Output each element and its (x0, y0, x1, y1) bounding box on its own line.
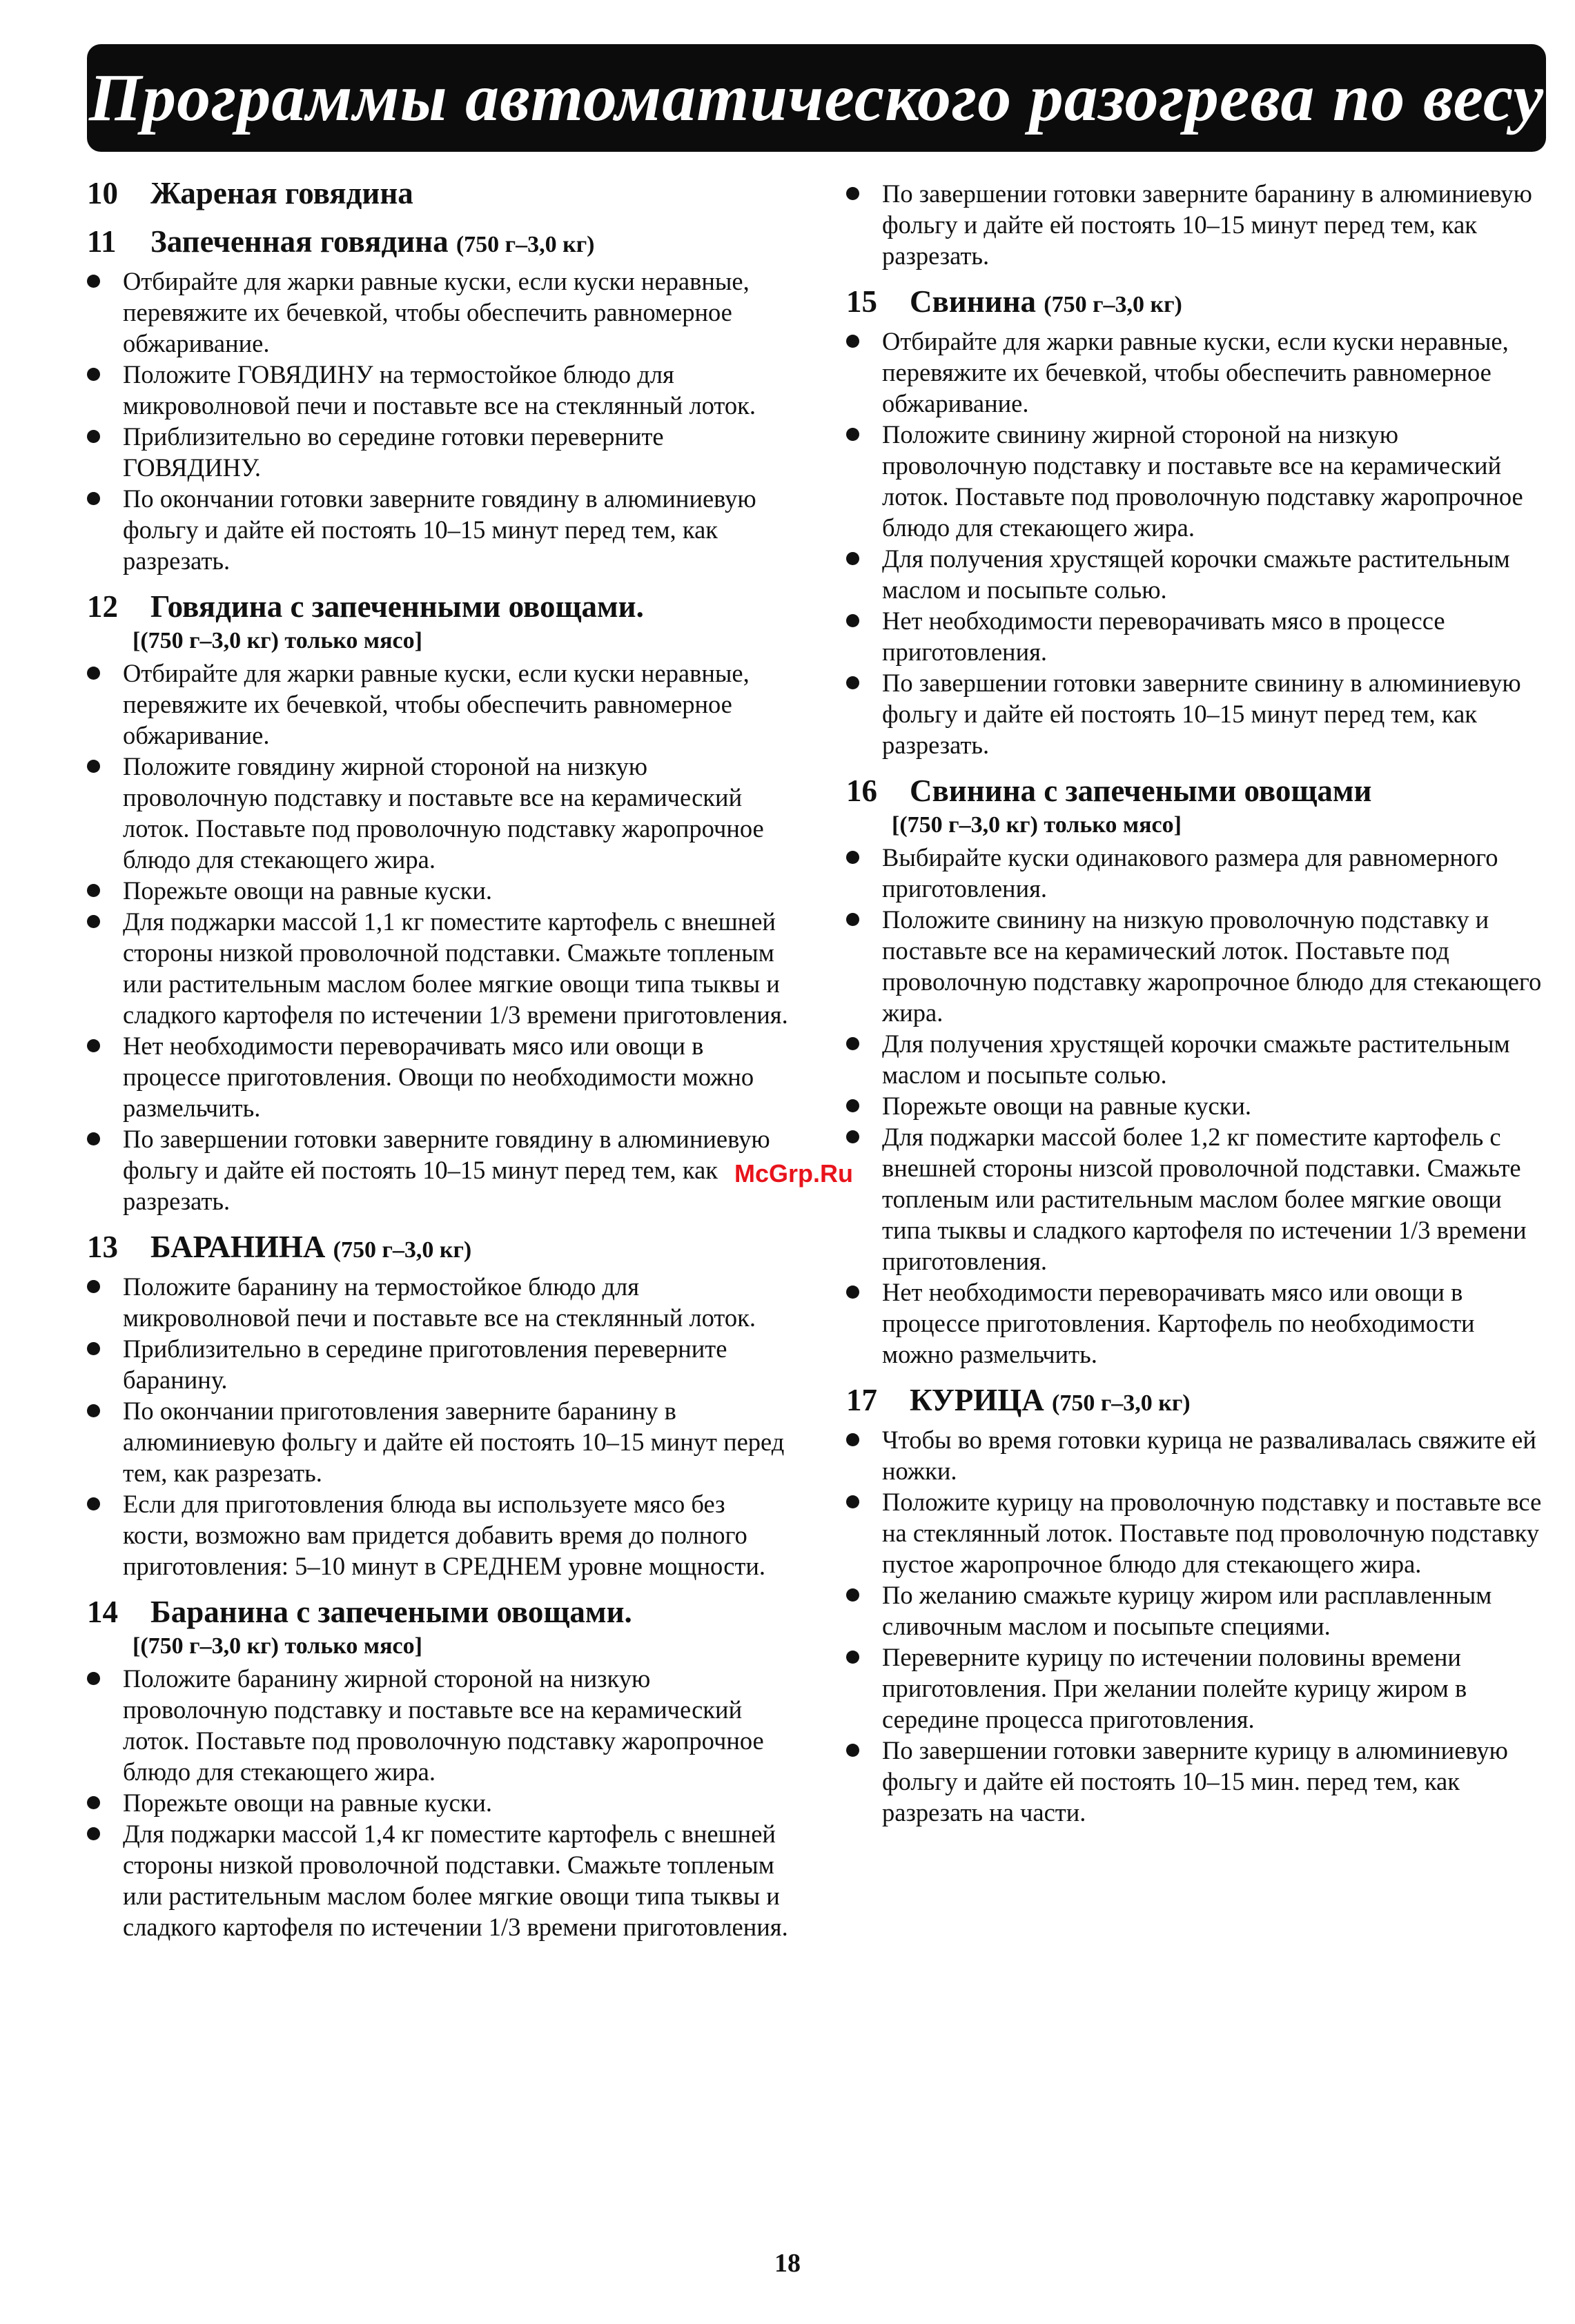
instruction-item (846, 1028, 1547, 1090)
instruction-item (846, 1277, 1547, 1370)
bullet-icon (87, 1039, 100, 1052)
instruction-text: Нет необходимости переворачивать мясо или овощи в процессе приготовления. Овощи по необходимости можно размельчить. (123, 1032, 754, 1122)
instruction-item (87, 1663, 788, 1787)
bullet-icon (846, 1130, 859, 1143)
instruction-text: Порежьте овощи на равные куски. (882, 1092, 1252, 1120)
section-title: Свинина (910, 284, 1037, 319)
section-15 (846, 284, 1547, 760)
instruction-text: По окончании приготовления заверните баранину в алюминиевую фольгу и дайте ей постоять 10–15 минут перед тем, как разрезать. (123, 1397, 785, 1487)
bullet-icon (87, 1827, 100, 1840)
instruction-item (846, 1642, 1547, 1735)
bullet-icon (87, 667, 100, 680)
instruction-text: Положите баранину на термостойкое блюдо для микроволновой печи и поставьте все на стеклянный лоток. (123, 1272, 756, 1332)
bullet-icon (846, 1651, 859, 1664)
instruction-item (87, 266, 788, 359)
instruction-item (846, 1121, 1547, 1277)
instruction-text: Для получения хрустящей корочки смажьте растительным маслом и посыпьте солью. (882, 1030, 1510, 1089)
section-heading (846, 1382, 1547, 1421)
instruction-item (87, 1818, 788, 1942)
section-number: 11 (87, 224, 117, 259)
section-number: 17 (846, 1383, 877, 1417)
instruction-item (846, 178, 1547, 271)
bullet-icon (846, 335, 859, 348)
section-title: Говядина с запеченными овощами. (150, 589, 644, 624)
instruction-item (87, 1271, 788, 1333)
section-17 (846, 1382, 1547, 1828)
instruction-item (87, 1488, 788, 1582)
bullet-icon (846, 187, 859, 200)
bullet-icon (87, 275, 100, 288)
instruction-text: Порежьте овощи на равные куски. (123, 1789, 493, 1817)
section-12 (87, 589, 788, 1217)
instruction-list (846, 178, 1547, 271)
section-weight-range: (750 г–3,0 кг) (333, 1237, 472, 1263)
section-note: [(750 г–3,0 кг) только мясо] (133, 628, 422, 653)
section-title: Свинина с запечеными овощами (910, 774, 1372, 808)
instruction-item (846, 543, 1547, 605)
instruction-item (846, 1735, 1547, 1828)
section-heading (846, 284, 1547, 323)
instruction-text: Для поджарки массой 1,4 кг поместите картофель с внешней стороны низкой проволочной подставки. Смажьте топленым или растительным маслом более мягкие овощи типа тыквы и сладкого картофеля по истечении 1/3 времени приготовления. (123, 1820, 788, 1941)
section-weight-range: (750 г–3,0 кг) (456, 232, 595, 257)
section-title: Жареная говядина (150, 176, 413, 210)
bullet-icon (87, 1342, 100, 1355)
bullet-icon (846, 851, 859, 864)
instruction-text: Порежьте овощи на равные куски. (123, 876, 493, 905)
instruction-text: Отбирайте для жарки равные куски, если куски неравные, перевяжите их бечевкой, чтобы обеспечить равномерное обжаривание. (123, 659, 750, 749)
section-heading (87, 175, 788, 211)
bullet-icon (87, 884, 100, 897)
section-title: Баранина с запечеными овощами. (150, 1595, 632, 1629)
instruction-text: Нет необходимости переворачивать мясо в процессе приготовления. (882, 607, 1445, 666)
section-note: [(750 г–3,0 кг) только мясо] (133, 1633, 422, 1659)
instruction-list (87, 1663, 788, 1942)
instruction-list (846, 326, 1547, 760)
instruction-item (846, 1486, 1547, 1579)
instruction-item (87, 483, 788, 576)
section-heading (846, 773, 1547, 809)
instruction-item (87, 1395, 788, 1488)
instruction-item (846, 605, 1547, 667)
instruction-text: Приблизительно в середине приготовления переверните баранину. (123, 1335, 727, 1394)
instruction-item (846, 1424, 1547, 1486)
section-title: КУРИЦА (910, 1383, 1044, 1417)
section-14-continued (846, 178, 1547, 271)
instruction-text: Чтобы во время готовки курица не разваливалась свяжите ей ножки. (882, 1426, 1536, 1485)
section-weight-range: (750 г–3,0 кг) (1052, 1390, 1191, 1416)
instruction-item (846, 904, 1547, 1028)
left-column (87, 175, 788, 1955)
instruction-text: Для поджарки массой более 1,2 кг поместите картофель с внешней стороны низсой проволочной подставки. Смажьте топленым или растительным маслом более мягкие овощи типа тыквы и сладкого картофеля по истечении 1/3 времени приготовления. (882, 1123, 1527, 1275)
bullet-icon (87, 1796, 100, 1809)
title-banner (87, 44, 1546, 152)
section-title: Запеченная говядина (150, 224, 449, 259)
section-number: 15 (846, 284, 877, 319)
bullet-icon (87, 1497, 100, 1510)
instruction-text: По завершении готовки заверните курицу в алюминиевую фольгу и дайте ей постоять 10–15 мин. перед тем, как разрезать на части. (882, 1736, 1508, 1826)
instruction-item (846, 419, 1547, 543)
section-16 (846, 773, 1547, 1370)
bullet-icon (87, 915, 100, 928)
bullet-icon (846, 1099, 859, 1112)
instruction-item (87, 751, 788, 875)
bullet-icon (87, 1672, 100, 1685)
instruction-list (87, 658, 788, 1217)
instruction-text: Выбирайте куски одинакового размера для равномерного приготовления. (882, 843, 1498, 903)
bullet-icon (846, 1744, 859, 1757)
bullet-icon (87, 760, 100, 773)
section-14 (87, 1594, 788, 1942)
bullet-icon (87, 492, 100, 505)
section-number: 13 (87, 1230, 118, 1264)
bullet-icon (846, 428, 859, 441)
instruction-list (87, 266, 788, 576)
instruction-item (846, 842, 1547, 904)
instruction-list (87, 1271, 788, 1582)
section-10 (87, 175, 788, 211)
instruction-text: Нет необходимости переворачивать мясо или овощи в процессе приготовления. Картофель по необходимости можно размельчить. (882, 1278, 1475, 1368)
instruction-item (87, 421, 788, 483)
instruction-text: Отбирайте для жарки равные куски, если куски неравные, перевяжите их бечевкой, чтобы обеспечить равномерное обжаривание. (882, 327, 1509, 417)
bullet-icon (846, 676, 859, 689)
bullet-icon (846, 1037, 859, 1050)
instruction-text: По окончании готовки заверните говядину в алюминиевую фольгу и дайте ей постоять 10–15 минут перед тем, как разрезать. (123, 484, 756, 575)
bullet-icon (87, 1132, 100, 1145)
instruction-text: Положите свинину жирной стороной на низкую проволочную подставку и поставьте все на керамический лоток. Поставьте под проволочную подставку жаропрочное блюдо для стекающего жира. (882, 420, 1523, 542)
bullet-icon (87, 368, 100, 381)
instruction-text: По завершении готовки заверните говядину в алюминиевую фольгу и дайте ей постоять 10–15 минут перед тем, как разрезать. (123, 1125, 770, 1215)
bullet-icon (846, 1433, 859, 1446)
instruction-text: Отбирайте для жарки равные куски, если куски неравные, перевяжите их бечевкой, чтобы обеспечить равномерное обжаривание. (123, 267, 750, 357)
section-note: [(750 г–3,0 кг) только мясо] (892, 812, 1182, 838)
section-number: 14 (87, 1595, 118, 1629)
instruction-text: Приблизительно во середине готовки переверните ГОВЯДИНУ. (123, 422, 664, 482)
instruction-text: По желанию смажьте курицу жиром или расплавленным сливочным маслом и посыпьте специями. (882, 1581, 1492, 1640)
instruction-text: Переверните курицу по истечении половины времени приготовления. При желании полейте курицу жиром в середине процесса приготовления. (882, 1643, 1467, 1733)
section-heading (87, 1594, 788, 1630)
instruction-item (846, 1090, 1547, 1121)
instruction-text: Положите ГОВЯДИНУ на термостойкое блюдо для микроволновой печи и поставьте все на стеклянный лоток. (123, 360, 756, 420)
instruction-text: Положите говядину жирной стороной на низкую проволочную подставку и поставьте все на керамический лоток. Поставьте под проволочную подставку жаропрочное блюдо для стекающего жира. (123, 752, 764, 874)
instruction-text: Положите баранину жирной стороной на низкую проволочную подставку и поставьте все на керамический лоток. Поставьте под проволочную подставку жаропрочное блюдо для стекающего жира. (123, 1664, 764, 1786)
right-column (846, 178, 1547, 1840)
instruction-text: Если для приготовления блюда вы используете мясо без кости, возможно вам придется добавить время до полного приготовления: 5–10 минут в СРЕДНЕМ уровне мощности. (123, 1490, 765, 1580)
bullet-icon (87, 1404, 100, 1417)
section-heading (87, 589, 788, 624)
section-heading (87, 224, 788, 263)
watermark-text: McGrp.Ru (734, 1159, 854, 1188)
instruction-text: По завершении готовки заверните свинину в алюминиевую фольгу и дайте ей постоять 10–15 минут перед тем, как разрезать. (882, 669, 1521, 759)
bullet-icon (846, 1588, 859, 1602)
section-11 (87, 224, 788, 576)
section-number: 12 (87, 589, 118, 624)
section-13 (87, 1229, 788, 1582)
section-number: 10 (87, 176, 118, 210)
instruction-item (87, 1030, 788, 1123)
instruction-item (87, 658, 788, 751)
page-title: Программы автоматического разогрева по весу (88, 61, 1545, 135)
bullet-icon (846, 1286, 859, 1299)
instruction-item (87, 906, 788, 1030)
instruction-item (87, 359, 788, 421)
section-heading (87, 1229, 788, 1268)
instruction-list (846, 1424, 1547, 1828)
bullet-icon (846, 913, 859, 926)
bullet-icon (846, 1495, 859, 1508)
instruction-text: Для поджарки массой 1,1 кг поместите картофель с внешней стороны низкой проволочной подставки. Смажьте топленым или растительным маслом более мягкие овощи типа тыквы и сладкого картофеля по истечении 1/3 времени приготовления. (123, 907, 788, 1029)
section-number: 16 (846, 774, 877, 808)
instruction-list (846, 842, 1547, 1370)
instruction-item (87, 1123, 788, 1217)
instruction-text: Положите курицу на проволочную подставку и поставьте все на стеклянный лоток. Поставьте под проволочную подставку пустое жаропрочное блюдо для стекающего жира. (882, 1488, 1542, 1578)
instruction-item (87, 875, 788, 906)
instruction-item (846, 326, 1547, 419)
bullet-icon (846, 614, 859, 627)
instruction-text: По завершении готовки заверните баранину в алюминиевую фольгу и дайте ей постоять 10–15 минут перед тем, как разрезать. (882, 179, 1532, 270)
instruction-text: Для получения хрустящей корочки смажьте растительным маслом и посыпьте солью. (882, 544, 1510, 604)
instruction-item (846, 1579, 1547, 1642)
instruction-item (87, 1333, 788, 1395)
page-number: 18 (774, 2249, 801, 2278)
section-weight-range: (750 г–3,0 кг) (1044, 292, 1182, 317)
bullet-icon (87, 1280, 100, 1293)
section-title: БАРАНИНА (150, 1230, 326, 1264)
bullet-icon (87, 430, 100, 443)
instruction-text: Положите свинину на низкую проволочную подставку и поставьте все на керамический лоток. Поставьте под проволочную подставку жаропрочное блюдо для стекающего жира. (882, 905, 1542, 1027)
instruction-item (87, 1787, 788, 1818)
instruction-item (846, 667, 1547, 760)
bullet-icon (846, 552, 859, 565)
